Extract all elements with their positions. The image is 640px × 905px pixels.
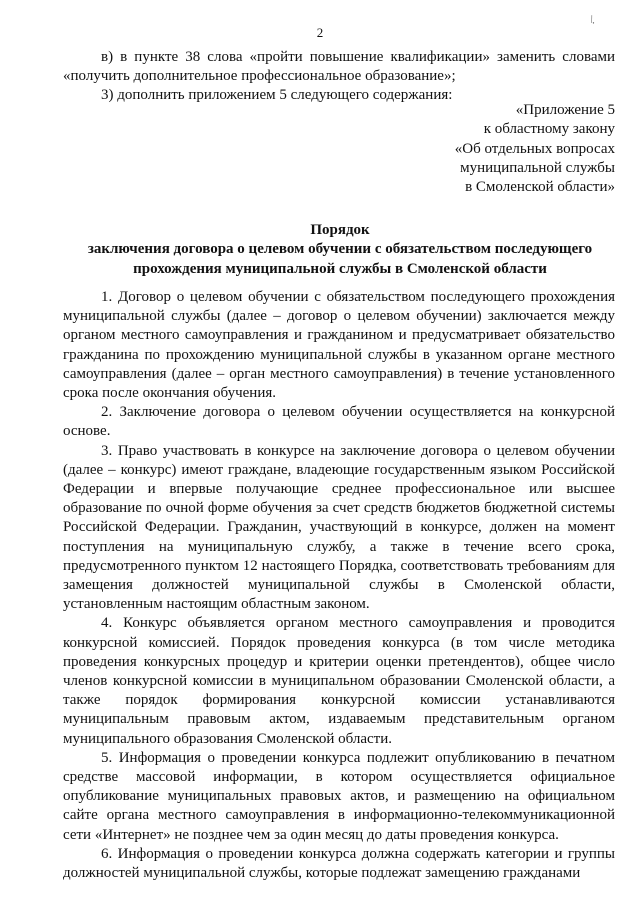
appendix-line-4: муниципальной службы [460, 159, 615, 176]
intro-paragraph-b: в) в пункте 38 слова «пройти повышение квалификации» заменить словами «получить дополнительное профессиональное образование»; [63, 49, 615, 85]
appendix-line-3: «Об отдельных вопросах [454, 140, 615, 157]
main-text [63, 288, 615, 883]
appendix-line-2: к областному закону [483, 121, 615, 138]
page-number: 2 [316, 25, 324, 40]
paragraph-5: 5. Информация о проведении конкурса подлежит опубликованию в печатном средстве массовой информации, в котором осуществляется официальное опубликование муниципальных правовых актов, и размещению на официальном сайте органа местного самоуправления в информационно-телекоммуникационной сети «Интернет» не позднее чем за один месяц до даты проведения конкурса. [63, 749, 615, 843]
appendix-header [455, 101, 615, 197]
appendix-line-1: «Приложение 5 [515, 102, 615, 118]
title-line-1: Порядок [310, 222, 370, 238]
paragraph-3: 3. Право участвовать в конкурсе на заключение договора о целевом обучении (далее – конкурс) имеют граждане, владеющие государственным языком Российской Федерации и впервые получающие среднее профессиональное или высшее образование по очной форме обучения за счет средств бюджетов бюджетной системы Российской Федерации. Гражданин, участвующий в конкурсе, должен на момент поступления на муниципальную службу, а также в течение всего срока, предусмотренного пунктом 12 настоящего Порядка, соответствовать требованиям для замещения должностей муниципальной службы в Смоленской области, установленным настоящим областным законом. [63, 442, 615, 613]
paragraph-6: 6. Информация о проведении конкурса должна содержать категории и группы должностей муниципальной службы, которые подлежат замещению гражданами [63, 845, 615, 882]
intro-block [63, 48, 615, 106]
paragraph-4: 4. Конкурс объявляется органом местного самоуправления и проводится конкурсной комиссией. Порядок проведения конкурса (в том числе методика проведения конкурсных процедур и критерии оценки претендентов), общее число членов конкурсной комиссии в муниципальном образовании Смоленской области, а также порядок формирования конкурсной комиссии устанавливаются муниципальным правовым актом, издаваемым представительным органом муниципального образования Смоленской области. [63, 615, 615, 747]
document-title [40, 221, 640, 279]
paragraph-1: 1. Договор о целевом обучении с обязательством последующего прохождения муниципальной службы (далее – договор о целевом обучении) заключается между органом местного самоуправления и гражданином и предусматривает обязательство гражданина по прохождению муниципальной службы в указанном органе местного самоуправления (далее – орган местного самоуправления) в течение установленного срока после окончания обучения. [63, 289, 615, 402]
appendix-line-5: в Смоленской области» [465, 179, 615, 196]
intro-paragraph-3: 3) дополнить приложением 5 следующего содержания: [101, 87, 453, 104]
scan-mark: \. [588, 13, 598, 27]
title-line-2: заключения договора о целевом обучении с обязательством последующего [87, 241, 593, 258]
title-line-3: прохождения муниципальной службы в Смоленской области [133, 260, 547, 277]
paragraph-2: 2. Заключение договора о целевом обучении осуществляется на конкурсной основе. [63, 404, 615, 440]
